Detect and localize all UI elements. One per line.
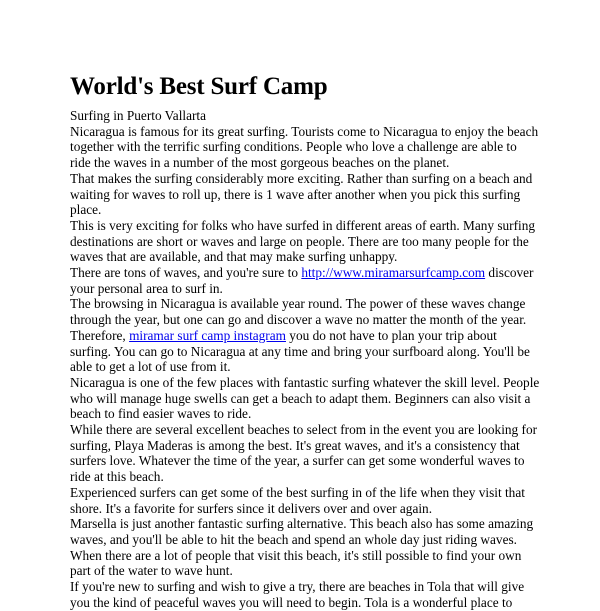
paragraph-text: There are tons of waves, and you're sure to bbox=[70, 265, 302, 281]
paragraph: Marsella is just another fantastic surfing alternative. This beach also has some amazing waves, and you'll be able to hit the beach and spend an whole day just riding waves. When there are a lot of people that visit this beach, it's still possible to find your own part of the water to wave hunt. bbox=[70, 516, 534, 579]
page-subtitle: Surfing in Puerto Vallarta bbox=[70, 108, 207, 123]
page-title: World's Best Surf Camp bbox=[70, 73, 328, 100]
miramarsurfcamp-link[interactable]: http://www.miramarsurfcamp.com bbox=[301, 265, 486, 281]
paragraph: That makes the surfing considerably more exciting. Rather than surfing on a beach and waiting for waves to roll up, there is 1 wave after another when you pick this surfing place. bbox=[70, 170, 533, 218]
paragraph-text: discover your personal area to surf in. bbox=[70, 265, 534, 296]
paragraph-with-link bbox=[70, 265, 540, 296]
paragraph: If you're new to surfing and wish to give a try, there are beaches in Tola that will give you the kind of peaceful waves you will need to begin. Tola is a wonderful place to bbox=[70, 579, 525, 610]
paragraph: Nicaragua is one of the few places with fantastic surfing whatever the skill level. People who will manage huge swells can get a beach to adapt them. Beginners can also visit a beach to find easier waves to ride. bbox=[70, 374, 540, 422]
paragraph: While there are several excellent beaches to select from in the event you are looking for surfing, Playa Maderas is among the best. It's great waves, and it's a consistency that surfers love. Whatever the time of the year, a surfer can get some wonderful waves to ride at this beach. bbox=[70, 422, 538, 485]
paragraph: This is very exciting for folks who have surfed in different areas of earth. Many surfing destinations are short or waves and large on people. There are too many people for the waves that are available, and that may make surfing unhappy. bbox=[70, 217, 536, 265]
paragraph: Experienced surfers can get some of the best surfing in of the life when they visit that shore. It's a favorite for surfers since it delivers over and over again. bbox=[70, 484, 525, 516]
document-page bbox=[70, 72, 540, 611]
paragraph-with-link bbox=[70, 296, 540, 375]
paragraph-text: you do not have to plan your trip about surfing. You can go to Nicaragua at any time and bring your surfboard along. You'll be able to get a lot of use from it. bbox=[70, 327, 530, 375]
paragraph: Nicaragua is famous for its great surfing. Tourists come to Nicaragua to enjoy the beach together with the terrific surfing conditions. People who love a challenge are able to ride the waves in a number of the most gorgeous beaches on the planet. bbox=[70, 123, 539, 171]
paragraph-text: The browsing in Nicaragua is available year round. The power of these waves change through the year, but one can go and discover a wave no matter the month of the year. Therefore, bbox=[70, 296, 527, 343]
instagram-link[interactable]: miramar surf camp instagram bbox=[129, 327, 286, 343]
